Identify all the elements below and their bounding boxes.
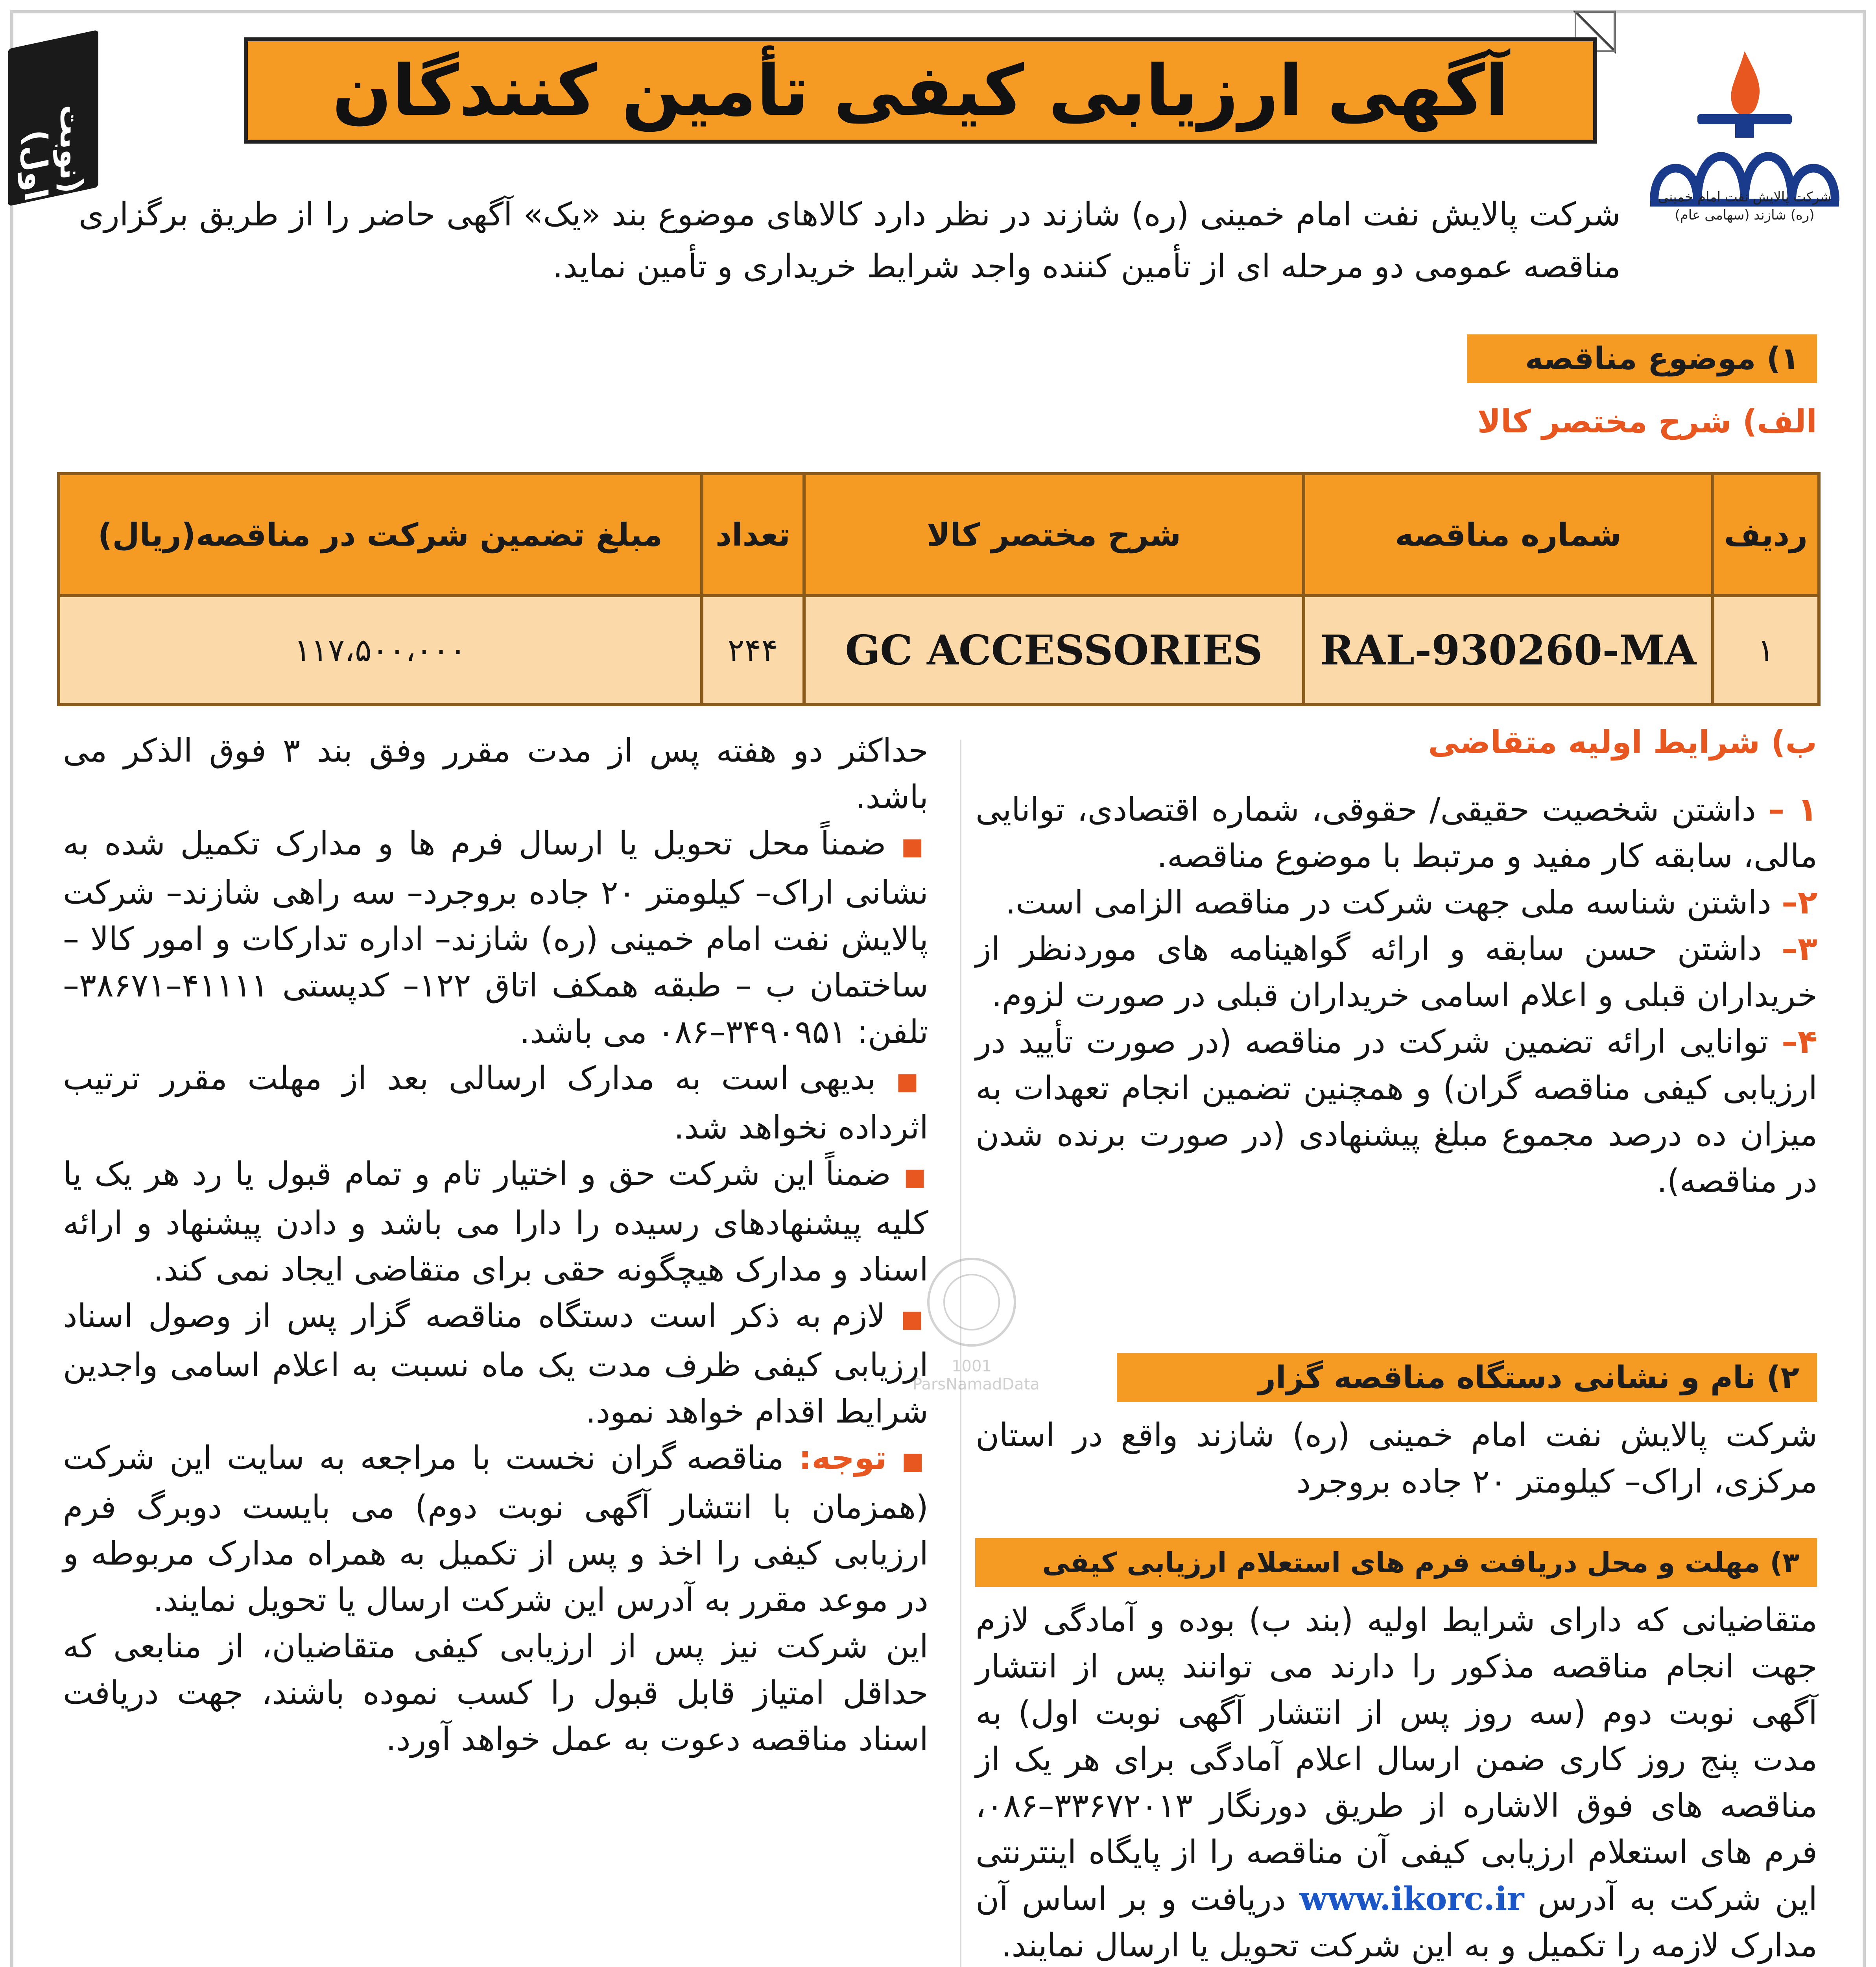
condition-1: ۱ – داشتن شخصیت حقیقی/ حقوقی، شماره اقتصادی، توانایی مالی، سابقه کار مفید و مرتبط با موضوع مناقصه. (976, 791, 1817, 875)
header-tender-no: شماره مناقصه (1304, 474, 1713, 596)
header-guarantee: مبلغ تضمین شرکت در مناقصه(ریال) (59, 474, 702, 596)
items-table (57, 472, 1821, 706)
watermark: 1001 ParsNamadData (913, 1251, 1031, 1393)
header-quantity: تعداد (702, 474, 804, 596)
table-row (59, 596, 1819, 705)
condition-2: ۲– داشتن شناسه ملی جهت شرکت در مناقصه الزامی است. (1005, 884, 1817, 921)
page-title: آگهی ارزیابی کیفی تأمین کنندگان (332, 50, 1509, 131)
bullet-icon: ■ (901, 833, 928, 860)
bullet-icon: ■ (896, 1068, 928, 1095)
bullet-icon: ■ (901, 1305, 928, 1333)
condition-3: ۳– داشتن حسن سابقه و ارائه گواهینامه های موردنظر از خریداران قبلی و اعلام اسامی خریداران قبلی در صورت لزوم. (976, 930, 1817, 1014)
invitation-paragraph: این شرکت نیز پس از ارزیابی کیفی متقاضیان، از منابعی که حداقل امتیاز قابل قبول را کسب نموده باشند، جهت دریافت اسناد مناقصه دعوت به عمل خواهد آورد. (63, 1628, 928, 1758)
header-description: شرح مختصر کالا (804, 474, 1304, 596)
section2-heading: ۲) نام و نشانی دستگاه مناقصه گزار (1117, 1353, 1817, 1402)
left-column (63, 728, 928, 1763)
section3-body: متقاضیانی که دارای شرایط اولیه (بند ب) بوده و آمادگی لازم جهت انجام مناقصه مذکور را دارند می توانند پس از انتشار آگهی نوبت دوم (سه روز پس از انتشار آگهی نوبت اول) به مدت پنج روز کاری ضمن ارسال اعلام آمادگی برای هر یک از مناقصه های فوق الاشاره از طریق دورنگار ۳۳۶۷۲۰۱۳–۰۸۶، فرم های استعلام ارزیابی کیفی آن مناقصه را از پایگاه اینترنتی این شرکت به آدرس www.ikorc.ir دریافت و بر اساس آن مدارک لازمه را تکمیل و به این شرکت تحویل یا ارسال نمایند. (976, 1602, 1817, 1964)
table-header-row (59, 474, 1819, 596)
announcement-paragraph: ■ لازم به ذکر است دستگاه مناقصه گزار پس از وصول اسناد ارزیابی کیفی ظرف مدت یک ماه نسبت به اعلام اسامی واجدین شرایط اقدام خواهد نمود. (63, 1297, 928, 1430)
intro-paragraph: شرکت پالایش نفت امام خمینی (ره) شازند در نظر دارد کالاهای موضوع بند «یک» آگهی حاضر را از طریق برگزاری مناقصه عمومی دو مرحله ای از تأمین کننده واجد شرایط خریداری و تأمین نماید. (79, 196, 1621, 285)
bullet-icon: ■ (904, 1163, 928, 1191)
section1-subheading: الف) شرح مختصر کالا (1477, 403, 1817, 440)
conditions-list (976, 787, 1817, 1205)
cell-quantity: ۲۴۴ (702, 596, 804, 705)
round-tag: (نوبت اول) (8, 30, 98, 207)
cell-description: GC ACCESSORIES (804, 596, 1304, 705)
note-paragraph: ■ توجه: مناقصه گران نخست با مراجعه به سایت این شرکت (همزمان با انتشار آگهی نوبت دوم) می بایست دوبرگ فرم ارزیابی کیفی را اخذ و پس از تکمیل به همراه مدارک مربوطه و در موعد مقرر به آدرس این شرکت ارسال یا تحویل نمایند. (63, 1439, 928, 1619)
delivery-address-paragraph: ■ ضمناً محل تحویل یا ارسال فرم ها و مدارک تکمیل شده به نشانی اراک– کیلومتر ۲۰ جاده بروجرد– سه راهی شازند– شرکت پالایش نفت امام خمینی (ره) شازند– اداره تدارکات و امور کالا – ساختمان ب – طبقه همکف اتاق ۱۲۲– کدپستی ۴۱۱۱۱–۳۸۶۷۱– تلفن: ۳۴۹۰۹۵۱–۰۸۶ می باشد. (63, 825, 928, 1051)
late-documents-paragraph: ■ بدیهی است به مدارک ارسالی بعد از مهلت مقرر ترتیب اثرداده نخواهد شد. (63, 1060, 928, 1146)
deadline-paragraph: حداکثر دو هفته پس از مدت مقرر وفق بند ۳ فوق الذکر می باشد. (63, 732, 928, 816)
cell-tender-no: RAL-930260-MA (1304, 596, 1713, 705)
bullet-icon: ■ (901, 1447, 928, 1475)
section2-body: شرکت پالایش نفت امام خمینی (ره) شازند واقع در استان مرکزی، اراک– کیلومتر ۲۰ جاده بروجرد (976, 1417, 1817, 1500)
header-row-no: ردیف (1713, 474, 1819, 596)
website-link[interactable]: www.ikorc.ir (1299, 1880, 1524, 1918)
condition-4: ۴– توانایی ارائه تضمین شرکت در مناقصه (در صورت تأیید در ارزیابی کیفی مناقصه گران) و همچنین تضمین انجام تعهدات به میزان ده درصد مجموع مبلغ پیشنهادی (در صورت برنده شدن در مناقصه). (976, 1023, 1817, 1200)
section3-heading: ۳) مهلت و محل دریافت فرم های استعلام ارزیابی کیفی (975, 1538, 1817, 1587)
watermark-icon (920, 1251, 1023, 1353)
rights-paragraph: ■ ضمناً این شرکت حق و اختیار تام و تمام قبول یا رد هر یک یا کلیه پیشنهادهای رسیده را دارا می باشد و دادن پیشنهاد و ارائه اسناد و مدارک هیچگونه حقی برای متقاضی ایجاد نمی کند. (63, 1155, 928, 1288)
cell-row-no: ۱ (1713, 596, 1819, 705)
cell-guarantee: ۱۱۷،۵۰۰،۰۰۰ (59, 596, 702, 705)
logo-caption: شرکت پالایش نفت امام خمینی (ره) شازند (سهامی عام) (1658, 189, 1832, 223)
section1-heading: ۱) موضوع مناقصه (1467, 334, 1817, 383)
title-bar (244, 37, 1597, 144)
conditions-heading: ب) شرایط اولیه متقاضی (1428, 724, 1817, 760)
